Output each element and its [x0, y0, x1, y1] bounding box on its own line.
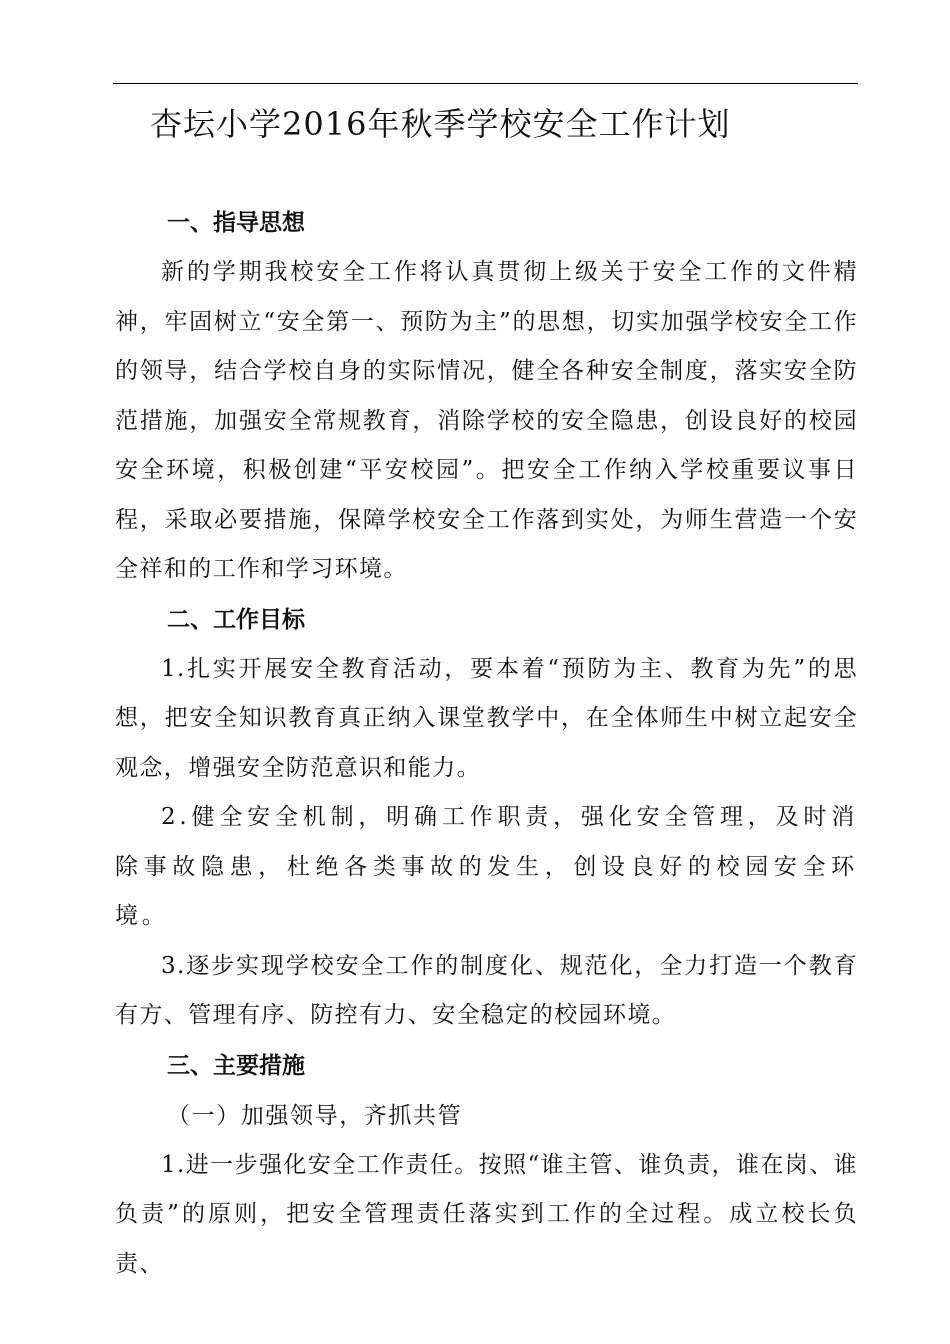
paragraph-measure-1: 1.进一步强化安全工作责任。按照“谁主管、谁负责，谁在岗、谁负责”的原则，把安全管理责任落实到工作的全过程。成立校长负责、: [115, 1151, 858, 1277]
paragraph-guiding-ideology: 新的学期我校安全工作将认真贯彻上级关于安全工作的文件精神，牢固树立“安全第一、预防为主”的思想，切实加强学校安全工作的领导，结合学校自身的实际情况，健全各种安全制度，落实安全防范措施，加强安全常规教育，消除学校的安全隐患，创设良好的校园安全环境，积极创建“平安校园”。把安全工作纳入学校重要议事日程，采取必要措施，保障学校安全工作落到实处，为师生营造一个安全祥和的工作和学习环境。: [115, 259, 858, 582]
section-heading-guiding-ideology: 一、指导思想: [167, 210, 305, 236]
subheading-leadership: （一）加强领导，齐抓共管: [167, 1102, 463, 1129]
header-rule: [113, 83, 858, 84]
section-heading-main-measures: 三、主要措施: [167, 1052, 305, 1079]
paragraph-goal-3: 3.逐步实现学校安全工作的制度化、规范化，全力打造一个教育有方、管理有序、防控有力、安全稳定的校园环境。: [115, 952, 858, 1028]
paragraph-goal-1: 1.扎实开展安全教育活动，要本着“预防为主、教育为先”的思想，把安全知识教育真正纳入课堂教学中，在全体师生中树立起安全观念，增强安全防范意识和能力。: [115, 655, 858, 781]
section-heading-work-goals: 二、工作目标: [167, 606, 305, 633]
document-body: [115, 198, 858, 1289]
document-title: 杏坛小学2016年秋季学校安全工作计划: [150, 105, 731, 143]
paragraph-goal-2: 2.健全安全机制，明确工作职责，强化安全管理，及时消除事故隐患，杜绝各类事故的发生，创设良好的校园安全环境。: [115, 804, 858, 929]
